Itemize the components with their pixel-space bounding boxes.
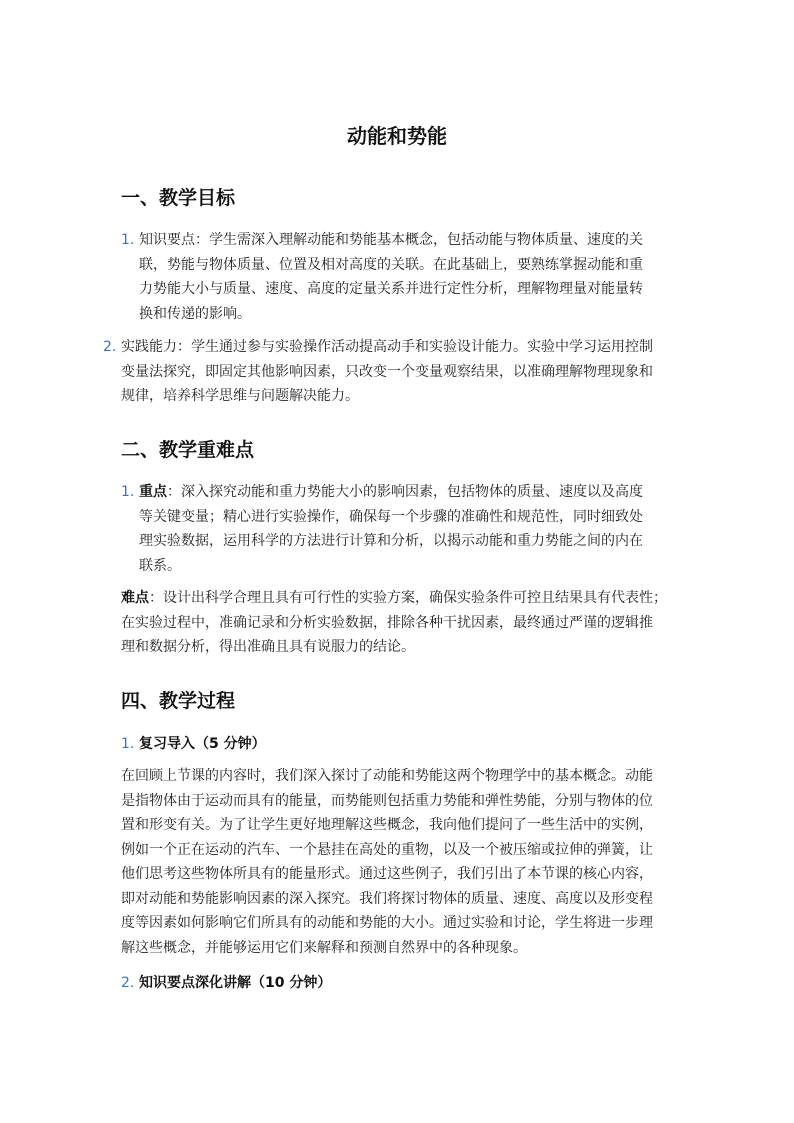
list-item-key-point xyxy=(139,480,643,578)
text-line xyxy=(139,480,643,505)
text-line: 解这些概念，并能够运用它们来解释和预测自然界中的各种现象。 xyxy=(121,939,527,956)
text-line: 理实验数据，运用科学的方法进行计算和分析，以揭示动能和重力势能之间的内在 xyxy=(139,533,643,549)
text-line: 知识要点：学生需深入理解动能和势能基本概念，包括动能与物体质量、速度的关 xyxy=(139,232,643,248)
text-line: 换和传递的影响。 xyxy=(139,305,251,322)
text-line: 联，势能与物体质量、位置及相对高度的关联。在此基础上，要熟练掌握动能和重 xyxy=(139,256,643,273)
text-line: 理和数据分析，得出准确且具有说服力的结论。 xyxy=(121,639,415,655)
section-heading-key-points: 二、教学重难点 xyxy=(121,439,255,461)
review-paragraph xyxy=(121,764,653,960)
section-heading-process: 四、教学过程 xyxy=(121,690,236,712)
list-number: 1. xyxy=(121,484,135,500)
difficulty-label: 难点 xyxy=(121,590,149,606)
text-line: 置和形变有关。为了让学生更好地理解这些概念，我向他们提问了一些生活中的实例， xyxy=(121,817,653,833)
list-number: 1. xyxy=(121,736,135,752)
text-line: 在回顾上节课的内容时，我们深入探讨了动能和势能这两个物理学中的基本概念。动能 xyxy=(121,768,653,784)
text-line: 在实验过程中，准确记录和分析实验数据，排除各种干扰因素，最终通过严谨的逻辑推 xyxy=(121,614,653,631)
text-line: 例如一个正在运动的汽车、一个悬挂在高处的重物，以及一个被压缩或拉伸的弹簧，让 xyxy=(121,841,653,858)
text-line: 度等因素如何影响它们所具有的动能和势能的大小。通过实验和讨论，学生将进一步理 xyxy=(121,915,653,931)
key-point-text: ：深入探究动能和重力势能大小的影响因素，包括物体的质量、速度以及高度 xyxy=(167,484,643,500)
text-line: 即对动能和势能影响因素的深入探究。我们将探讨物体的质量、速度、高度以及形变程 xyxy=(121,890,653,907)
list-item-practice xyxy=(121,335,653,409)
section-heading-objectives: 一、教学目标 xyxy=(121,187,236,209)
document-title: 动能和势能 xyxy=(347,124,447,148)
text-line: 联系。 xyxy=(139,557,181,574)
list-item-knowledge xyxy=(139,228,643,326)
text-line: 他们思考这些物体所具有的能量形式。通过这些例子，我们引出了本节课的核心内容， xyxy=(121,866,653,882)
text-line: 实践能力：学生通过参与实验操作活动提高动手和实验设计能力。实验中学习运用控制 xyxy=(121,339,653,355)
step-heading-review: 复习导入（5 分钟） xyxy=(139,736,266,752)
text-line: 等关键变量；精心进行实验操作，确保每一个步骤的准确性和规范性，同时细致处 xyxy=(139,508,643,525)
text-line xyxy=(121,586,667,611)
list-number: 2. xyxy=(121,975,135,991)
text-line: 是指物体由于运动而具有的能量，而势能则包括重力势能和弹性势能，分别与物体的位 xyxy=(121,792,653,809)
step-heading-deepening: 知识要点深化讲解（10 分钟） xyxy=(139,975,332,991)
list-number: 1. xyxy=(121,232,135,248)
key-point-label: 重点 xyxy=(139,484,167,500)
difficulty-text: ：设计出科学合理且具有可行性的实验方案，确保实验条件可控且结果具有代表性； xyxy=(149,590,667,606)
text-line: 规律，培养科学思维与问题解决能力。 xyxy=(121,388,359,404)
text-line: 变量法探究，即固定其他影响因素，只改变一个变量观察结果，以准确理解物理现象和 xyxy=(121,363,653,380)
difficulty-paragraph xyxy=(121,586,667,660)
text-line: 力势能大小与质量、速度、高度的定量关系并进行定性分析，理解物理量对能量转 xyxy=(139,281,643,297)
list-number: 2. xyxy=(103,339,117,355)
